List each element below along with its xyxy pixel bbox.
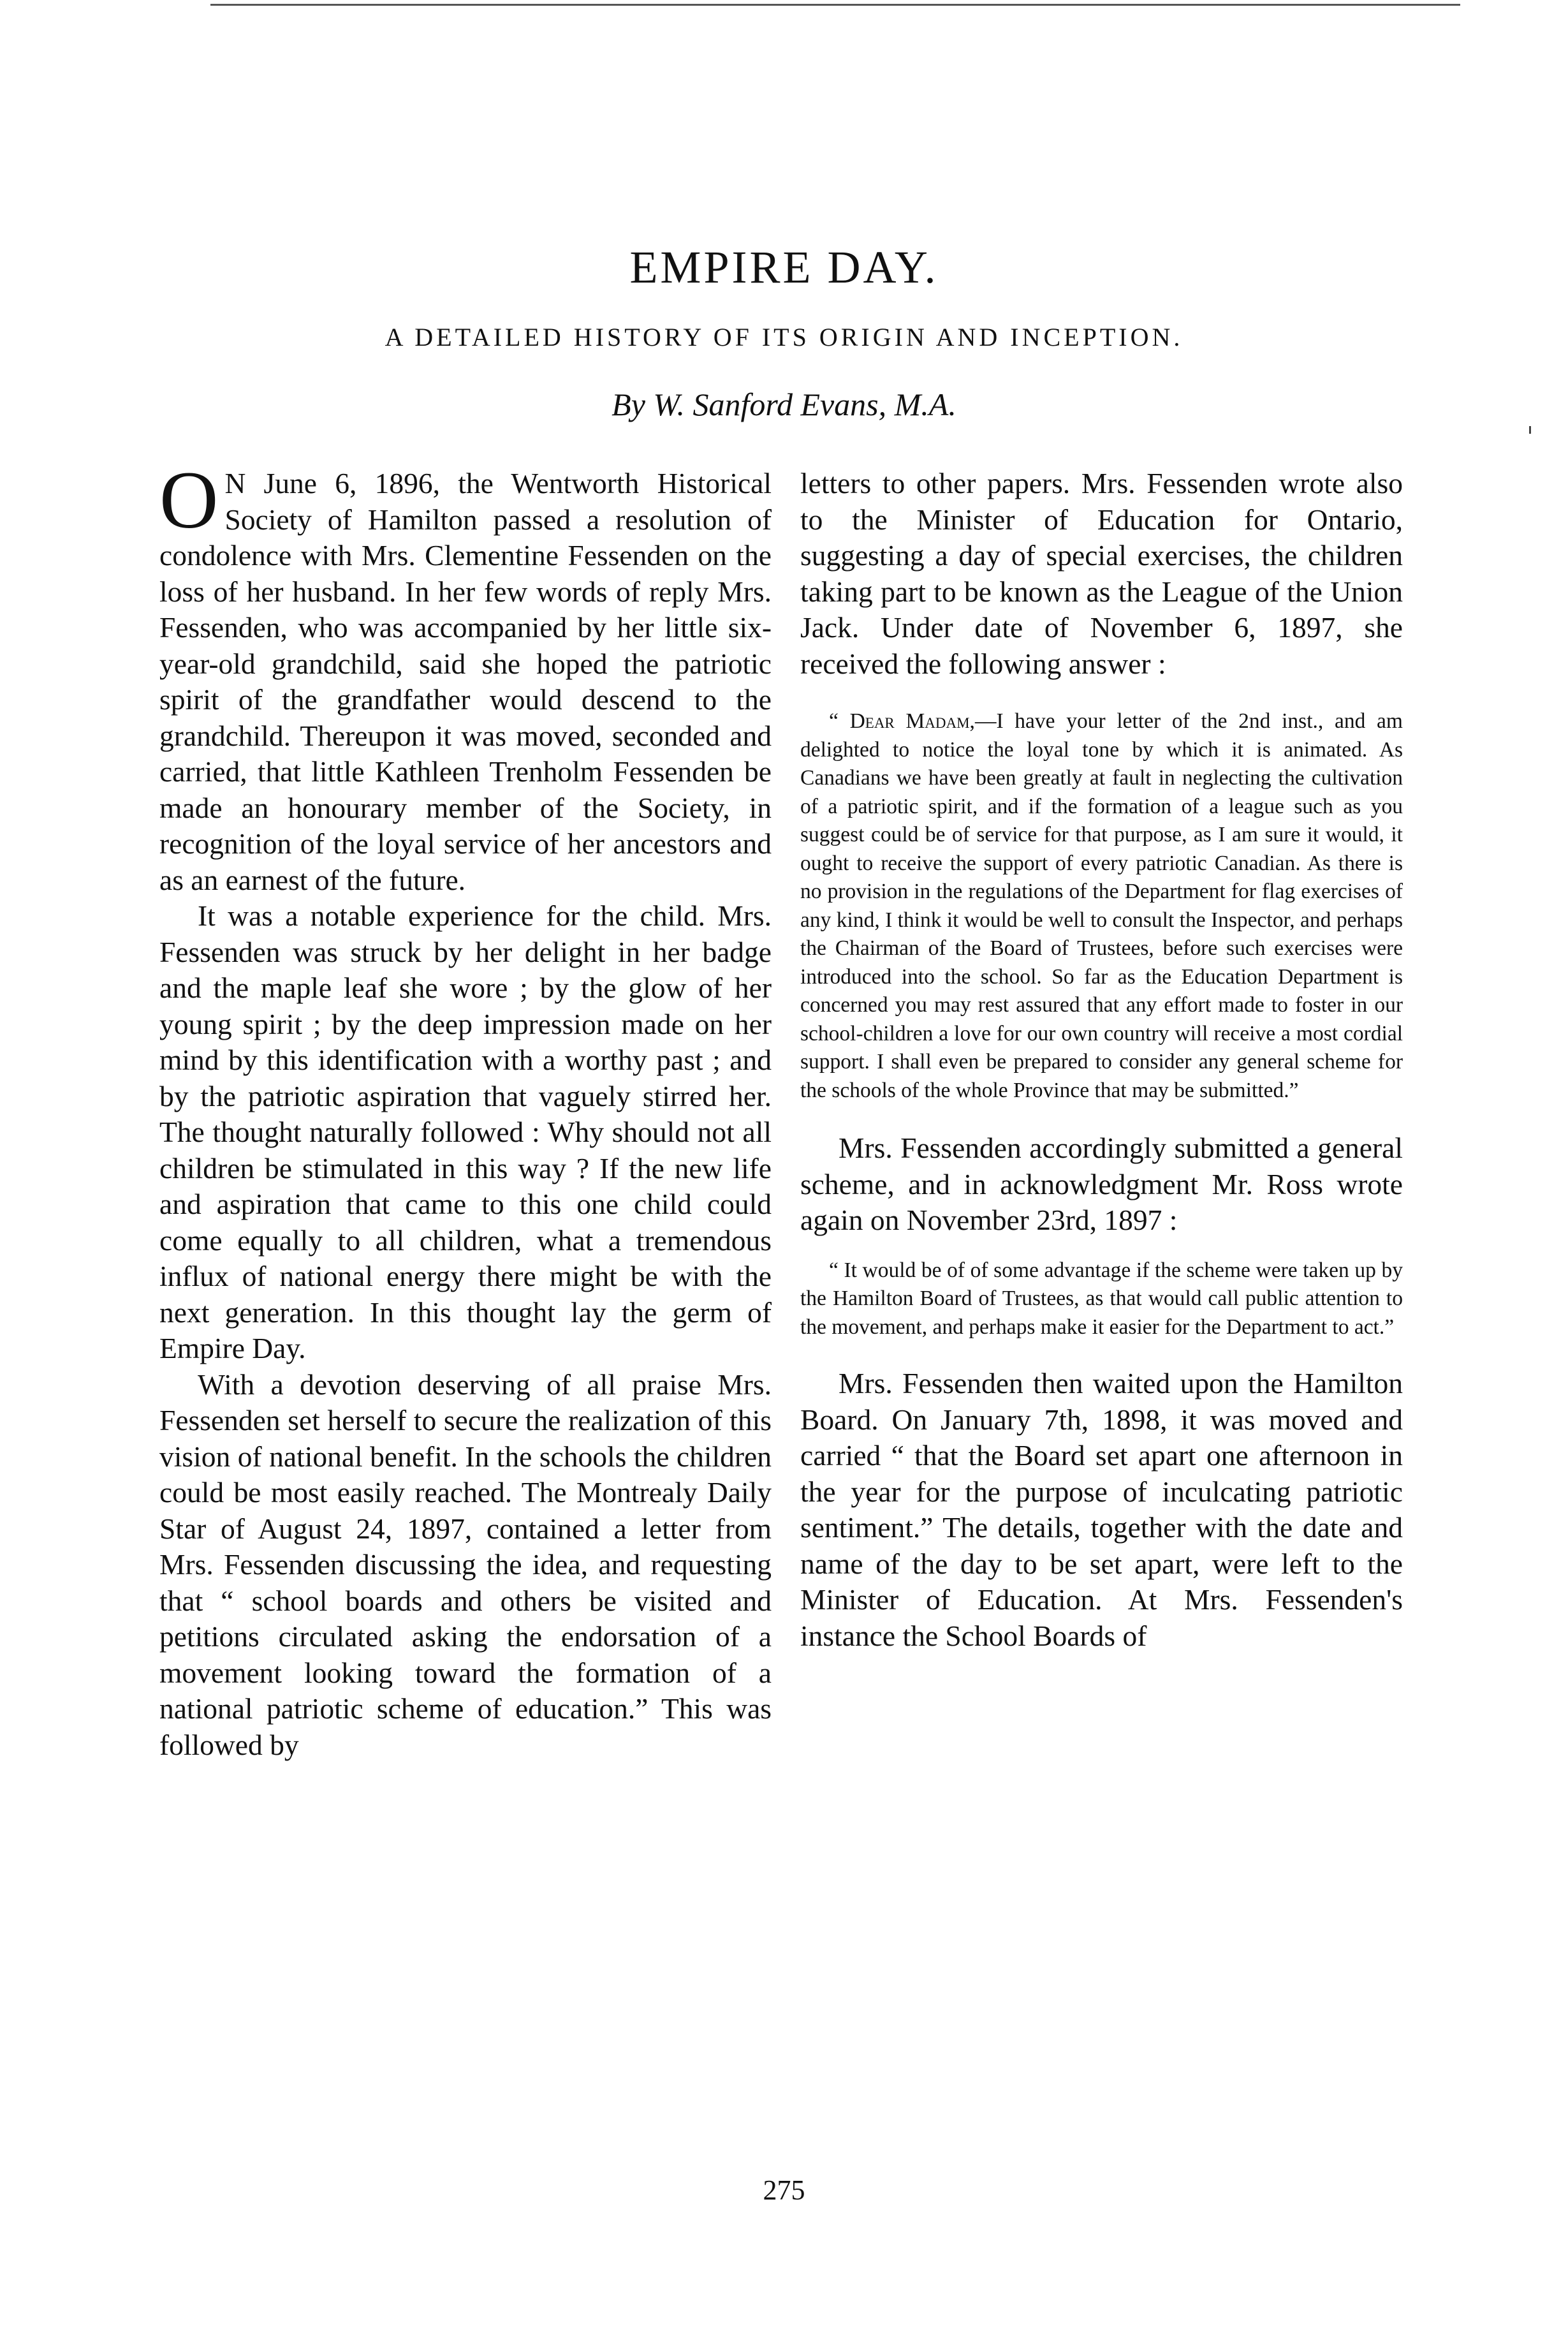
left-paragraph-2: It was a notable experience for the child. Mrs. Fessenden was struck by her delight in her badge and the maple leaf she wore ; by the glow of her young spirit ; by the deep impression made on her mind by this identification with a worthy past ; and by the patriotic aspiration that vaguely stirred her. The thought naturally followed : Why should not all children be stimulated in this way ? If the new life and aspiration that came to this one child could come equally to all children, what a tremendous influx of national energy there might be with the next generation. In this thought lay the germ of Empire Day. [159,899,772,1364]
page-number: 275 [763,2174,805,2206]
letter-quote-2: “ It would be of of some advantage if the scheme were taken up by the Hamilton Board of Trustees, as that would call public attention to the movement, and perhaps make it easier for the Department to act.” [800,1258,1403,1339]
letter-quote-1-body: —I have your letter of the 2nd inst., and am delighted to notice the loyal tone by which it is animated. As Canadians we have been greatly at fault in neglecting the cultivation of a patriotic spirit, and if the formation of a league such as you suggest could be of service for that purpose, as I am sure it would, it ought to receive the support of every patriotic Canadian. As there is no provision in the regulations of the Department for flag exercises of any kind, I think it would be well to consult the Inspector, and perhaps the Chairman of the Board of Trustees, before such exercises were introduced into the school. So far as the Education Department is concerned you may rest assured that any effort made to foster in our school-children a love for our own country will receive a most cordial support. I shall even be prepared to consider any general scheme for the schools of the whole Province that may be submitted.” [800,709,1403,1102]
top-rule [210,4,1460,6]
left-paragraph-1-text: N June 6, 1896, the Wentworth Historical Society of Hamilton passed a resolution of condolence with Mrs. Clementine Fessenden on the loss of her husband. In her few words of reply Mrs. Fessenden, who was accompanied by her little six-year-old grandchild, said she hoped the patriotic spirit of the grandfather would descend to the grandchild. Thereupon it was moved, seconded and carried, that little Kathleen Trenholm Fessenden be made an honourary member of the Society, in recognition of the loyal service of her ancestors and as an earnest of the future. [159,467,772,896]
left-column [159,455,772,1763]
article-subtitle: A DETAILED HISTORY OF ITS ORIGIN AND INCEPTION. [385,323,1183,351]
right-paragraph-2: Mrs. Fessenden accordingly submitted a general scheme, and in acknowledgment Mr. Ross wrote again on November 23rd, 1897 : [800,1132,1403,1236]
left-paragraph-3: With a devotion deserving of all praise Mrs. Fessenden set herself to secure the realization of this vision of national benefit. In the schools the children could be most easily reached. The Montrealy Daily Star of August 24, 1897, contained a letter from Mrs. Fessenden discussing the idea, and requesting that “ school boards and others be visited and petitions circulated asking the endorsation of a movement looking toward the formation of a national patriotic scheme of education.” This was followed by [159,1368,772,1761]
right-paragraph-3: Mrs. Fessenden then waited upon the Hamilton Board. On January 7th, 1898, it was moved and carried “ that the Board set apart one afternoon in the year for the purpose of inculcating patriotic sentiment.” The details, together with the date and name of the day to be set apart, were left to the Minister of Education. At Mrs. Fessenden's instance the School Boards of [800,1367,1403,1652]
letter-salutation: “ Dear Madam, [829,709,975,733]
left-paragraph-1 [159,455,772,898]
letter-quote-1 [800,707,1403,1105]
scan-speck [1529,426,1531,434]
right-paragraph-1: letters to other papers. Mrs. Fessenden wrote also to the Minister of Education for Ontario, suggesting a day of special exercises, the children taking part to be known as the League of the Union Jack. Under date of November 6, 1897, she received the following answer : [800,467,1403,680]
article-byline: By W. Sanford Evans, M.A. [612,387,956,422]
article-title: EMPIRE DAY. [629,242,939,293]
right-column [800,466,1403,1654]
drop-cap: O [159,455,219,545]
